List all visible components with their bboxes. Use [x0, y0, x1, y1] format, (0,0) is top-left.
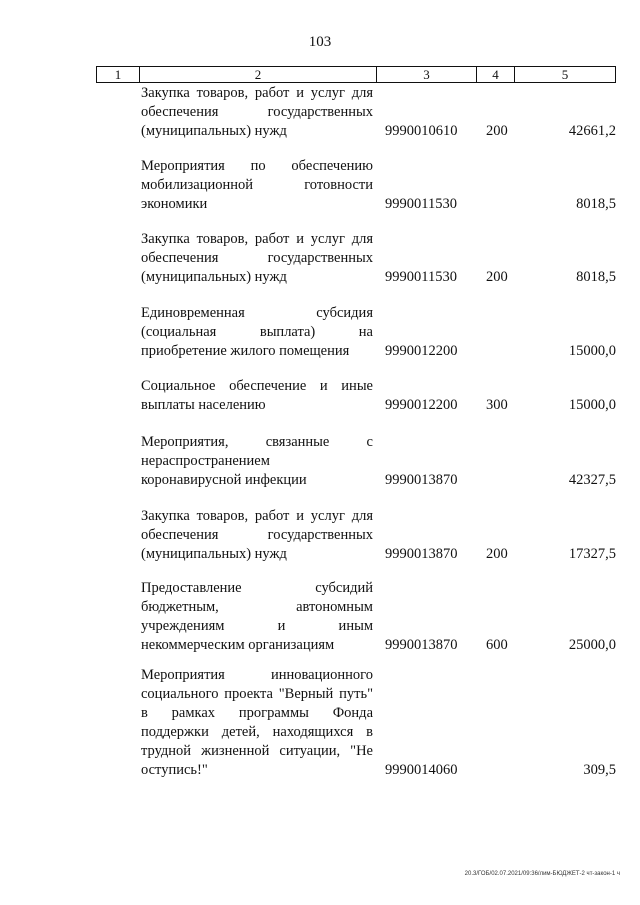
row-description: Закупка товаров, работ и услуг для обеспечения государственных (муниципальных) нужд: [141, 85, 373, 139]
row-description: Предоставление субсидий бюджетным, автономным учреждениям и иным некоммерческим организациям: [141, 580, 373, 653]
row-type: 200: [486, 269, 508, 285]
row-description: Мероприятия по обеспечению мобилизационной готовности экономики: [141, 158, 373, 212]
row-amount: 25000,0: [568, 637, 616, 653]
row-amount: 15000,0: [568, 343, 616, 359]
header-col-4: 4: [477, 67, 515, 82]
row-description: Социальное обеспечение и иные выплаты населению: [141, 378, 373, 413]
row-type: 200: [486, 123, 508, 139]
row-description: Единовременная субсидия (социальная выплата) на приобретение жилого помещения: [141, 305, 373, 359]
table-header-row: [96, 66, 616, 83]
row-code: 9990010610: [385, 123, 458, 139]
row-code: 9990013870: [385, 637, 458, 653]
header-col-3: 3: [377, 67, 477, 82]
row-amount: 15000,0: [568, 397, 616, 413]
row-code: 9990013870: [385, 472, 458, 488]
header-col-2: 2: [140, 67, 377, 82]
row-amount: 8018,5: [576, 269, 616, 285]
row-code: 9990012200: [385, 397, 458, 413]
header-col-5: 5: [561, 67, 569, 82]
row-amount: 42327,5: [568, 472, 616, 488]
row-code: 9990011530: [385, 196, 457, 212]
row-description: Мероприятия инновационного социального проекта "Верный путь" в рамках программы Фонда поддержки детей, находящихся в трудной жизненной ситуации, "Не оступись!": [141, 667, 373, 778]
document-footer-stamp: 20.3/ГОБ/02.07.2021/09:36/лим-БЮДЖЕТ-2 чт-закон-1 ч: [464, 871, 620, 877]
row-description: Закупка товаров, работ и услуг для обеспечения государственных (муниципальных) нужд: [141, 508, 373, 562]
row-code: 9990011530: [385, 269, 457, 285]
row-code: 9990014060: [385, 762, 458, 778]
row-description: Мероприятия, связанные с нераспространением коронавирусной инфекции: [141, 434, 373, 488]
row-type: 300: [486, 397, 508, 413]
row-code: 9990012200: [385, 343, 458, 359]
header-col-1: 1: [97, 67, 140, 82]
row-type: 200: [486, 546, 508, 562]
row-code: 9990013870: [385, 546, 458, 562]
row-amount: 8018,5: [576, 196, 616, 212]
row-amount: 309,5: [583, 762, 616, 778]
row-amount: 42661,2: [568, 123, 616, 139]
page-number: 103: [308, 34, 332, 50]
row-amount: 17327,5: [568, 546, 616, 562]
row-type: 600: [486, 637, 508, 653]
row-description: Закупка товаров, работ и услуг для обеспечения государственных (муниципальных) нужд: [141, 231, 373, 285]
